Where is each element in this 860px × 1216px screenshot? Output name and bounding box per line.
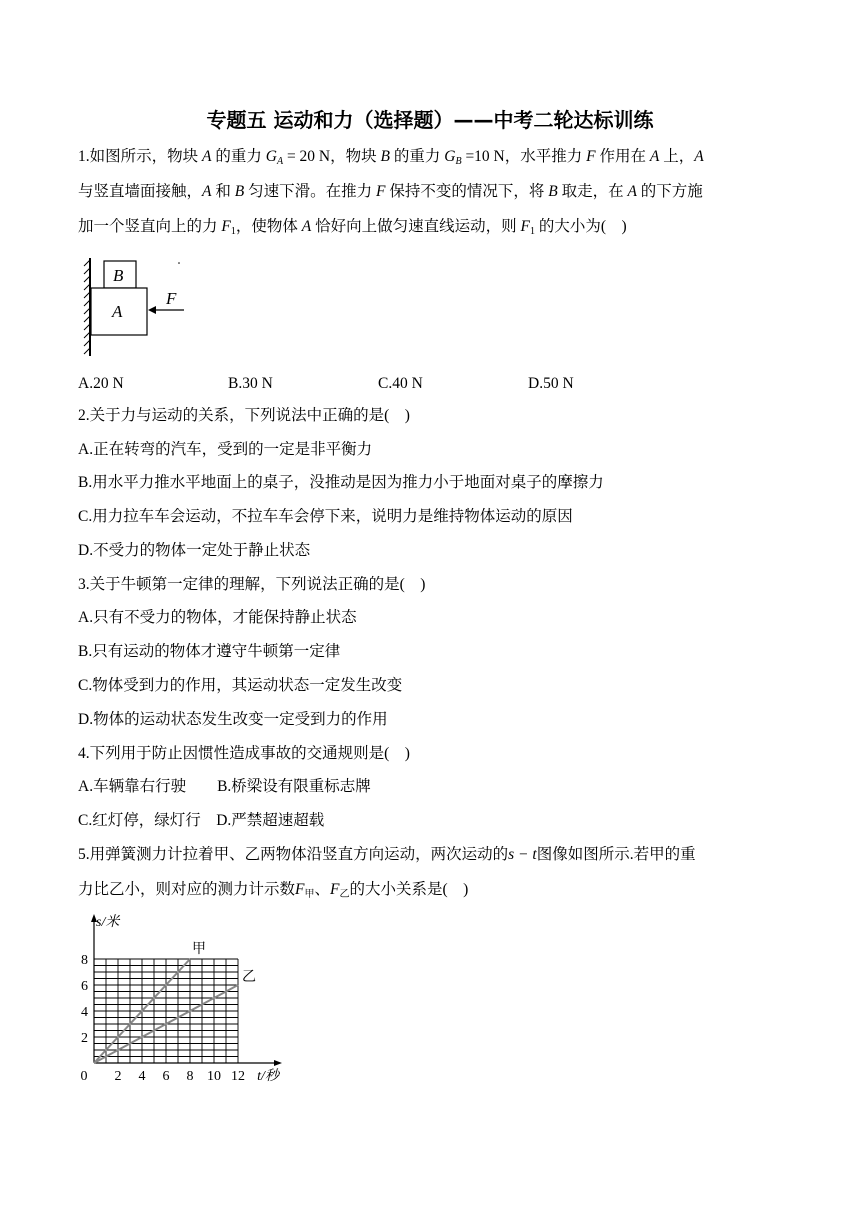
- q3-stem: 3.关于牛顿第一定律的理解，下列说法正确的是( ): [78, 576, 426, 593]
- x-axis-label: t/秒: [257, 1069, 279, 1084]
- x-tick-label: 10: [207, 1069, 221, 1084]
- q3-option-a: A.只有不受力的物体，才能保持静止状态: [78, 609, 357, 626]
- force-label: F: [166, 289, 177, 308]
- x-tick-label: 6: [162, 1069, 170, 1084]
- q2-stem: 2.关于力与运动的关系，下列说法中正确的是( ): [78, 407, 410, 424]
- page-title: 专题五 运动和力（选择题）——中考二轮达标训练: [206, 108, 654, 132]
- y-tick-label: 4: [81, 1005, 88, 1020]
- q1-line-1: 1.如图所示，物块 A 的重力 $G_A = 20$ N，物块 B 的重力 $G_B =10$ N，水平推力 F 作用在 A 上，A: [78, 148, 704, 167]
- series-label-2: 乙: [242, 970, 256, 985]
- block-a-label: A: [112, 302, 123, 321]
- wall-hatching: [84, 258, 90, 356]
- q1-line-2: 与竖直墙面接触，A 和 B 匀速下滑。在推力 F 保持不变的情况下，将 B 取走，在 A 的下方施: [78, 183, 703, 200]
- q1-option-d: D.50 N: [528, 375, 574, 392]
- y-tick-label: 6: [81, 979, 88, 994]
- x-tick-label: 4: [138, 1069, 146, 1084]
- st-chart: [70, 908, 290, 1093]
- q1-option-c: C.40 N: [378, 375, 423, 392]
- q2-option-a: A.正在转弯的汽车，受到的一定是非平衡力: [78, 441, 373, 458]
- q5-line-1: 5.用弹簧测力计拉着甲、乙两物体沿竖直方向运动，两次运动的s − t图像如图所示.若甲的重: [78, 846, 696, 863]
- x-tick-label: 8: [186, 1069, 194, 1084]
- q3-option-c: C.物体受到力的作用，其运动状态一定发生改变: [78, 677, 403, 694]
- y-tick-label: 2: [81, 1031, 88, 1046]
- x-tick-label: 2: [114, 1069, 122, 1084]
- q3-option-b: B.只有运动的物体才遵守牛顿第一定律: [78, 643, 341, 660]
- q4-options-cd: C.红灯停，绿灯行 D.严禁超速超载: [78, 812, 325, 829]
- q4-options-ab: A.车辆靠右行驶 B.桥梁设有限重标志牌: [78, 778, 371, 795]
- y-tick-label: 8: [81, 953, 88, 968]
- q5-line-2: 力比乙小，则对应的测力计示数$F_甲$、$F_乙$的大小关系是( ): [78, 881, 469, 900]
- q1-figure: [80, 252, 200, 362]
- block-b-label: B: [113, 266, 124, 285]
- q1-option-a: A.20 N: [78, 375, 124, 392]
- x-axis-arrowhead: [274, 1060, 282, 1066]
- series-label-1: 甲: [192, 942, 206, 957]
- q2-option-b: B.用水平力推水平地面上的桌子，没推动是因为推力小于地面对桌子的摩擦力: [78, 474, 604, 491]
- x-tick-label: 12: [231, 1069, 245, 1084]
- q3-option-d: D.物体的运动状态发生改变一定受到力的作用: [78, 711, 388, 728]
- y-axis-label: s/米: [96, 915, 120, 930]
- force-arrowhead: [148, 306, 156, 314]
- q1-line-3: 加一个竖直向上的力 $F_1$，使物体 A 恰好向上做匀速直线运动，则 $F_1$ 的大小为( ): [78, 218, 627, 237]
- q2-option-d: D.不受力的物体一定处于静止状态: [78, 542, 311, 559]
- origin-label: 0: [80, 1069, 88, 1084]
- q2-option-c: C.用力拉车车会运动，不拉车车会停下来，说明力是维持物体运动的原因: [78, 508, 573, 525]
- q1-option-b: B.30 N: [228, 375, 273, 392]
- q4-stem: 4.下列用于防止因惯性造成事故的交通规则是( ): [78, 745, 410, 762]
